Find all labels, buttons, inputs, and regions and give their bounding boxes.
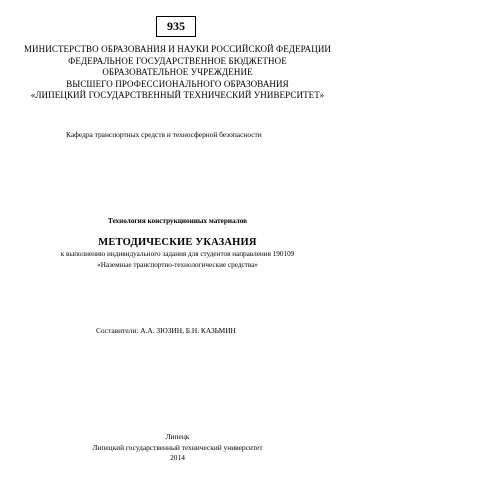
footer-publisher: Липецкий государственный технический университет (92, 442, 263, 452)
authors: Составители: А.А. ЗЮЗИН, Б.Н. КАЗЬМИН (96, 326, 236, 335)
institution-line: ОБРАЗОВАТЕЛЬНОЕ УЧРЕЖДЕНИЕ (102, 67, 253, 77)
department-name: Кафедра транспортных средств и техносферной безопасности (66, 130, 262, 139)
footer (0, 432, 355, 464)
subtitle-line: к выполнению индивидуального задания для студентов направления 190109 (60, 250, 295, 258)
subject-title: Технология конструкционных материалов (107, 217, 247, 225)
document-number: 935 (156, 16, 196, 37)
footer-year: 2014 (170, 453, 185, 462)
footer-city: Липецк (165, 432, 190, 441)
institution-line: МИНИСТЕРСТВО ОБРАЗОВАНИЯ И НАУКИ РОССИЙСКОЙ ФЕДЕРАЦИИ (23, 44, 332, 54)
institution-line: ФЕДЕРАЛЬНОЕ ГОСУДАРСТВЕННОЕ БЮДЖЕТНОЕ (68, 55, 287, 66)
document-subtitle (0, 249, 355, 270)
institution-line: ВЫСШЕГО ПРОФЕССИОНАЛЬНОГО ОБРАЗОВАНИЯ (66, 78, 289, 89)
institution-header (0, 44, 355, 102)
document-title: МЕТОДИЧЕСКИЕ УКАЗАНИЯ (98, 237, 257, 248)
subtitle-line: «Наземные транспортно-технологические средства» (97, 260, 258, 269)
institution-line: «ЛИПЕЦКИЙ ГОСУДАРСТВЕННЫЙ ТЕХНИЧЕСКИЙ УНИВЕРСИТЕТ» (30, 90, 325, 100)
